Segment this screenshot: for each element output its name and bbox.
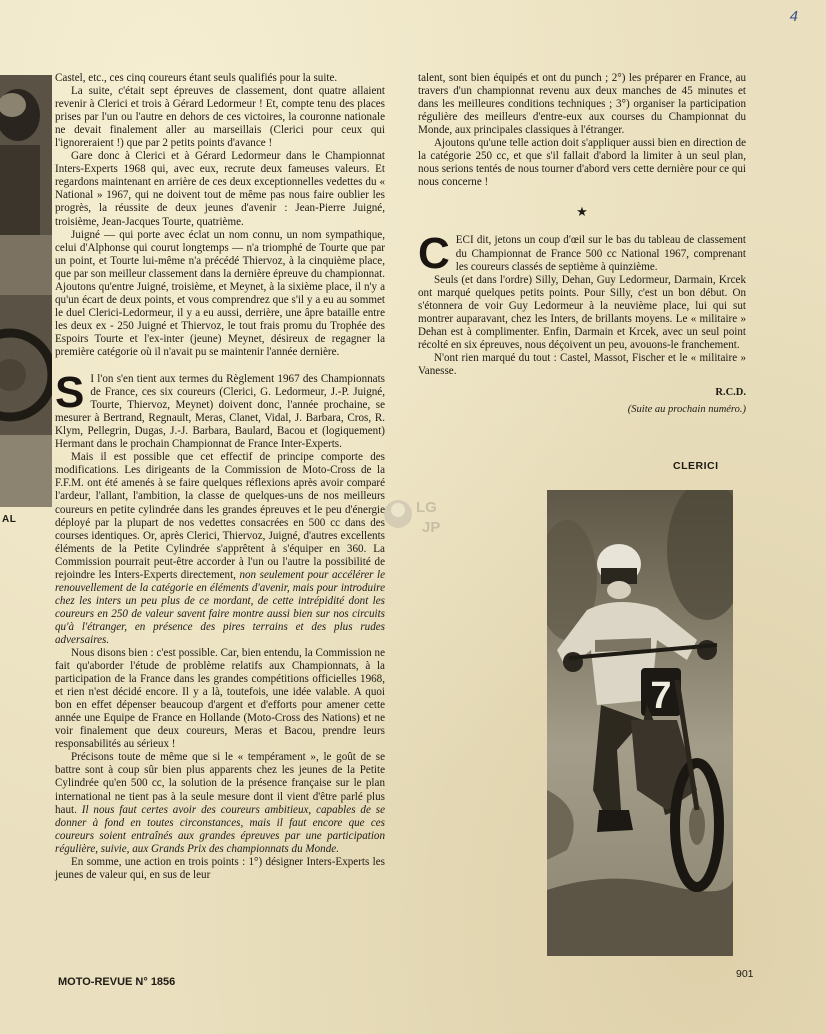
paragraph: N'ont rien marqué du tout : Castel, Massot, Fischer et le « militaire » Vanesse. [418, 351, 746, 377]
watermark-text-2: JP [422, 519, 441, 536]
author-signature: R.C.D. [715, 386, 746, 398]
paragraph: Gare donc à Clerici et à Gérard Ledormeur dans le Championnat Inters-Experts 1968 qui, avec eux, recrute deux fameuses valeurs. Et regardons maintenant en arrière de ces deux exceptionnelles vedettes du « National » 1967, qui ne doivent tout de même pas nous faire oublier les progrès, la réussite de deux jeunes d'avenir : Jean-Pierre Juigné, troisième, Jean-Jacques Tourte, quatrième. [55, 150, 385, 228]
paragraph: talent, sont bien équipés et ont du punch ; 2°) les préparer en France, au travers d'un championnat revenu aux deux manches de 45 minutes et dans les meilleures conditions techniques ; 3°) organiser la participation régulière des meilleurs d'entre-eux aux courses du Championnat du Monde, aux principales classiques à l'étranger. [418, 72, 746, 137]
handwritten-page-mark: 4 [789, 8, 798, 25]
paragraph: Castel, etc., ces cinq coureurs étant seuls qualifiés pour la suite. [55, 72, 338, 84]
paragraph-text: I l'on s'en tient aux termes du Règlement 1967 des Championnats de France, ces six coureurs (Clerici, G. Ledormeur, J.-P. Juigné, Tourte, Thiervoz, Meynet) doivent donc, l'année prochaine, se mesurer à Bertrand, Regnault, Meras, Clanet, Vidal, J. Barbara, Cros, R. Klym, Pellegrin, Dugas, J.-J. Barbara, Baulard, Bacou et (logiquement) Hermant dans le prochain Championnat de France Inter-Experts. [55, 373, 385, 451]
article-column-1 [55, 72, 385, 882]
left-cropped-photo [0, 75, 52, 507]
watermark-text-1: LG [416, 499, 437, 516]
paragraph: La suite, c'était sept épreuves de classement, dont quatre allaient revenir à Clerici et trois à Gérard Ledormeur ! Et, compte tenu des places prises par l'un ou l'autre en dehors de ces victoires, la couronne nationale ne devait finalement aller au marseillais (Clerici pour ceux qui l'ignoreraient !) que par 2 petits points d'avance ! [55, 85, 385, 150]
photo-caption: CLERICI [673, 460, 719, 472]
drop-cap: S [55, 368, 85, 418]
page-number: 901 [736, 968, 754, 980]
number-plate-text: 7 [650, 675, 672, 717]
italic-text: Il nous faut certes avoir des coureurs ambitieux, capables de se donner à fond en toutes circonstances, mais il faut encore que ces coureurs soient entraînés aux grandes épreuves par une participation régulière, suivie, aux Grands Prix des championnats du Monde. [55, 803, 385, 855]
paragraph: Seuls (et dans l'ordre) Silly, Dehan, Guy Ledormeur, Darmain, Krcek ont marqué quelques petits points. Pour Silly, c'est un bon début. On s'étonnera de voir Guy Ledormeur à la neuvième place, lui qui sut montrer auparavant, chez les Inters, de brillants moyens. Le « militaire » Dehan est à complimenter. Enfin, Darmain et Krcek, avec un seul point récolté en six épreuves, nous déçoivent un peu, avouons-le franchement. [418, 273, 746, 351]
italic-text: non seulement pour accélérer le renouvellement de la catégorie en éléments d'avenir, mais pour introduire chez les inters un peu plus de ce mordant, de cette intrépidité dont les coureurs en 250 de valeur savent faire montre aussi bien sur nos circuits qu'à l'étranger, en présence des pires terrains et des plus rudes adversaires. [55, 568, 385, 646]
drop-cap: C [418, 229, 450, 279]
paragraph-text: Mais il est possible que cet effectif de principe comporte des modifications. Les dirigeants de la Commission de Moto-Cross de la F.F.M. ont été amenés à se faire quelques réflexions après avoir comparé l'ardeur, l'allant, l'ambition, la classe de quelques-uns de nos meilleurs coureurs en petite cylindrée dans les grandes épreuves et le peu d'énergie déployé par la plupart de nos vedettes consacrées en 500 cc dans des courses identiques. Or, après Clerici, Thiervoz, Juigné, d'autres excellents éléments de la Petite Cylindrée s'apprêtent à s'équiper en 360. La Commission pourrait peut-être accorder à l'un ou l'autre la possibilité de rejoindre les Inters-Experts directement, [55, 451, 385, 581]
paragraph [55, 451, 385, 647]
section-gap [55, 359, 385, 373]
paragraph: Ajoutons qu'une telle action doit s'appliquer aussi bien en direction de la catégorie 250 cc, et que s'il fallait d'abord la limiter à un seul plan, nous serions tentés de nous tourner d'abord vers cette dernière pour ce qui nous concerne ! [418, 137, 746, 189]
section-opening-paragraph [418, 229, 746, 279]
article-column-2 [418, 72, 746, 416]
paragraph [55, 751, 385, 855]
section-separator-star: ★ [576, 204, 588, 220]
magazine-issue: MOTO-REVUE N° 1856 [58, 976, 176, 988]
paragraph: En somme, une action en trois points : 1°) désigner Inters-Experts les jeunes de valeur qui, en sus de leur [55, 855, 385, 881]
rider-photo [547, 490, 733, 956]
paragraph-text: Précisons toute de même que si le « tempérament », le goût de se battre sont à coup sûr bien plus apparents chez les jeunes de la Petite Cylindrée qu'en 500 cc, la solution de la présence française sur le plan international ne tient pas à la seule mesure dont il vient d'être parlé plus haut. [55, 751, 385, 816]
paragraph: Juigné — qui porte avec éclat un nom connu, un nom sympathique, celui d'Alphonse qui courut longtemps — n'a triomphé de Tourte que par un point, et Tourte lui-même n'a précédé Thiervoz, à la cinquième place, que par son meilleur classement dans la dernière épreuve du championnat. Ajoutons qu'entre Juigné, troisième, et Meynet, à la sixième place, il n'y a qu'un écart de deux points, et vous comprendrez que s'il y a eu au sommet le duel Clerici-Ledormeur, il y a eu aussi, derrière, une âpre bataille entre les deux ex - 250 Juigné et Thiervoz, le tout frais promu du Trophée des Espoirs Tourte et l'ex-inter (jeune) Meynet, désireux de regagner la première catégorie où il n'avait pu se maintenir l'année dernière. [55, 228, 385, 358]
paragraph: Nous disons bien : c'est possible. Car, bien entendu, la Commission ne fait qu'aborder l'étude de problème relatifs aux Championnats, à la participation de la France dans les grandes compétitions officielles 1968, et rien n'est décidé encore. Il y a là, toutefois, une idée valable. A quoi bon en effet dépenser beaucoup d'argent et d'efforts pour amener cette année une Equipe de France en Hollande (Moto-Cross des Nations) et ne voir finalement que deux coureurs, Meras et Bacou, prendre leurs responsabilités au sérieux ! [55, 647, 385, 751]
watermark-logo [382, 490, 452, 540]
paragraph-text: ECI dit, jetons un coup d'œil sur le bas du tableau de classement du Championnat de France 500 cc National 1967, comprenant les coureurs classés de septième à quinzième. [455, 234, 746, 273]
left-photo-caption: AL [2, 514, 17, 525]
section-opening-paragraph [55, 368, 385, 451]
continued-note: (Suite au prochain numéro.) [627, 404, 746, 416]
